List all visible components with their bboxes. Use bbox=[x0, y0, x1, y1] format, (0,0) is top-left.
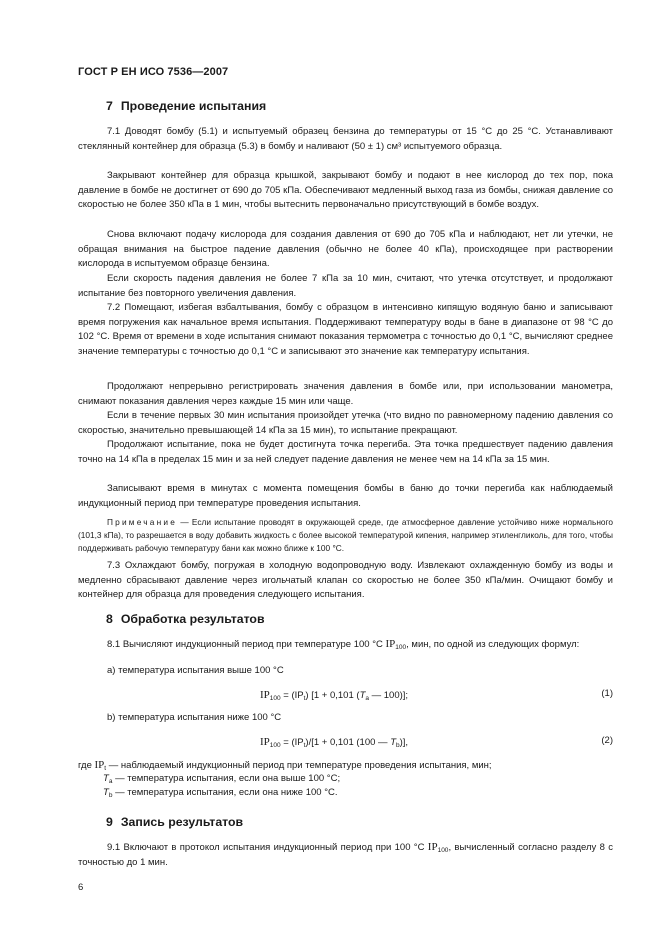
text-run: = (IP bbox=[280, 737, 304, 748]
paragraph: Если скорость падения давления не более 7 кПа за 10 мин, считают, что утечка отсутствует, и продолжают испытание без повторного увеличения давления. bbox=[78, 273, 613, 299]
subscript: a bbox=[365, 695, 369, 702]
section-8-heading bbox=[106, 612, 265, 626]
equation-2 bbox=[260, 735, 408, 750]
paragraph: Снова включают подачу кислорода для создания давления от 690 до 705 кПа и наблюдают, нет ли утечки, не обращая внимания на быстрое падение давления (обычно не более 40 кПа), происходящее при растворении кислорода в испытуемом образце бензина. bbox=[78, 229, 613, 270]
case-b: b) температура испытания ниже 100 °С bbox=[107, 712, 282, 723]
ip-symbol: IP bbox=[385, 638, 396, 650]
subscript: 100 bbox=[269, 742, 281, 749]
note-label: Примечание bbox=[107, 517, 178, 527]
text-run: — 100)]; bbox=[369, 690, 409, 701]
paragraph-7-3: 7.3 Охлаждают бомбу, погружая в холодную водопроводную воду. Извлекают охлажденную бомбу из воды и медленно сбрасывают давление через игольчатый клапан со скоростью не более 350 кПа/мин. Очищают бомбу и контейнер для образца для проведения следующего испытания. bbox=[78, 560, 613, 601]
subscript: t bbox=[303, 695, 306, 702]
ip-symbol: IP bbox=[260, 736, 270, 748]
text-run: — наблюдаемый индукционный период при температуре проведения испытания, мин; bbox=[106, 760, 492, 771]
section-title: Проведение испытания bbox=[120, 99, 267, 113]
section-number: 9 bbox=[106, 815, 113, 829]
paragraph-7-1: 7.1 Доводят бомбу (5.1) и испытуемый образец бензина до температуры от 15 °С до 25 °С. Устанавливают стеклянный контейнер для образца (5.3) в бомбу и наливают (50 ± 1) см³ испытуемого образца. bbox=[78, 126, 613, 152]
section-number: 7 bbox=[106, 99, 113, 113]
subscript: t bbox=[104, 765, 107, 772]
section-number: 8 bbox=[106, 612, 113, 626]
section-7-heading bbox=[106, 99, 266, 113]
paragraph: Закрывают контейнер для образца крышкой, закрывают бомбу и подают в нее кислород до тех пор, пока давление в бомбе не достигнет от 690 до 705 кПа. Обеспечивают медленный выход газа из бомбы, снижая давление со скоростью не более 350 кПа в 1 мин, чтобы вытеснить первоначально присутствующий в бомбе воздух. bbox=[78, 170, 613, 211]
equation-number: (1) bbox=[601, 688, 613, 699]
paragraph: Записывают время в минутах с момента помещения бомбы в баню до точки перегиба как наблюдаемый индукционный период при температуре проведения испытания. bbox=[78, 483, 613, 509]
subscript: b bbox=[108, 792, 113, 799]
note-text: — Если испытание проводят в окружающей среде, где атмосферное давление устойчиво ниже нормального (101,3 кПа), то разрешается в воду добавить жидкость с более высокой температурой кипения, например этиленгликоль, для того, чтобы поддерживать рабочую температуру бани как можно ближе к 100 °С. bbox=[78, 517, 613, 554]
paragraph-9-1 bbox=[78, 840, 613, 870]
subscript: 100 bbox=[269, 695, 281, 702]
case-a: а) температура испытания выше 100 °С bbox=[107, 665, 284, 676]
subscript: 100 bbox=[437, 847, 449, 854]
paragraph: Продолжают непрерывно регистрировать значения давления в бомбе или, при использовании манометра, снимают показания давления через каждые 15 мин или чаще. bbox=[78, 381, 613, 407]
text-run: )], bbox=[399, 737, 409, 748]
page-number: 6 bbox=[78, 882, 84, 893]
text-run: , вычисленный согласно разделу 8 с точностью до 1 мин. bbox=[78, 842, 613, 868]
subscript: a bbox=[108, 778, 113, 785]
where-line bbox=[78, 758, 492, 773]
ip-symbol: IP bbox=[260, 689, 270, 701]
text-run: , мин, по одной из следующих формул: bbox=[406, 639, 580, 650]
text-run: — температура испытания, если она выше 100 °С; bbox=[112, 773, 341, 784]
text-run: — температура испытания, если она ниже 100 °С. bbox=[112, 787, 338, 798]
paragraph: Если в течение первых 30 мин испытания произойдет утечка (что видно по равномерному падению давления со скоростью, значительно превышающей 14 кПа за 15 мин), то испытание прекращают. bbox=[78, 410, 613, 436]
text-run: 8.1 Вычисляют индукционный период при температуре 100 °С bbox=[107, 639, 383, 650]
ip-symbol: IP bbox=[427, 841, 438, 853]
tb-definition bbox=[103, 786, 338, 800]
text-run: где bbox=[78, 760, 95, 771]
equation-1 bbox=[260, 688, 408, 703]
t-symbol: T bbox=[390, 737, 396, 748]
section-9-heading bbox=[106, 815, 243, 829]
t-symbol: T bbox=[103, 773, 109, 784]
text-run: 9.1 Включают в протокол испытания индукционный период при 100 °С bbox=[107, 842, 425, 853]
equation-number: (2) bbox=[601, 735, 613, 746]
subscript: b bbox=[396, 742, 400, 749]
section-title: Запись результатов bbox=[120, 815, 244, 829]
t-symbol: T bbox=[359, 690, 366, 701]
text-run: )/[1 + 0,101 (100 — bbox=[305, 737, 391, 748]
t-symbol: T bbox=[103, 787, 109, 798]
text-run: = (IP bbox=[280, 690, 304, 701]
subscript: t bbox=[303, 742, 306, 749]
ip-symbol: IP bbox=[94, 759, 105, 771]
paragraph-7-2: 7.2 Помещают, избегая взбалтывания, бомбу с образцом в интенсивно кипящую водяную баню и записывают время погружения как начальное время испытания. Поддерживают температуру воды в бане в диапазоне от 98 °С до 102 °С. Время от времени в ходе испытания снимают показания термометра с точностью до 0,1 °С, вычисляют среднее значение температуры с точностью до 0,1 °С и записывают это значение как температуру испытания. bbox=[78, 302, 613, 357]
ta-definition bbox=[103, 772, 340, 786]
subscript: 100 bbox=[395, 644, 407, 651]
paragraph-8-1 bbox=[78, 637, 613, 653]
note bbox=[78, 516, 613, 556]
section-title: Обработка результатов bbox=[120, 612, 265, 626]
text-run: ) [1 + 0,101 ( bbox=[305, 690, 360, 701]
standard-header: ГОСТ Р ЕН ИСО 7536—2007 bbox=[78, 66, 229, 78]
paragraph: Продолжают испытание, пока не будет достигнута точка перегиба. Эта точка предшествует падению давления точно на 14 кПа в пределах 15 мин и за ней следует падение давления не менее чем на 14 кПа за 15 мин. bbox=[78, 439, 613, 465]
